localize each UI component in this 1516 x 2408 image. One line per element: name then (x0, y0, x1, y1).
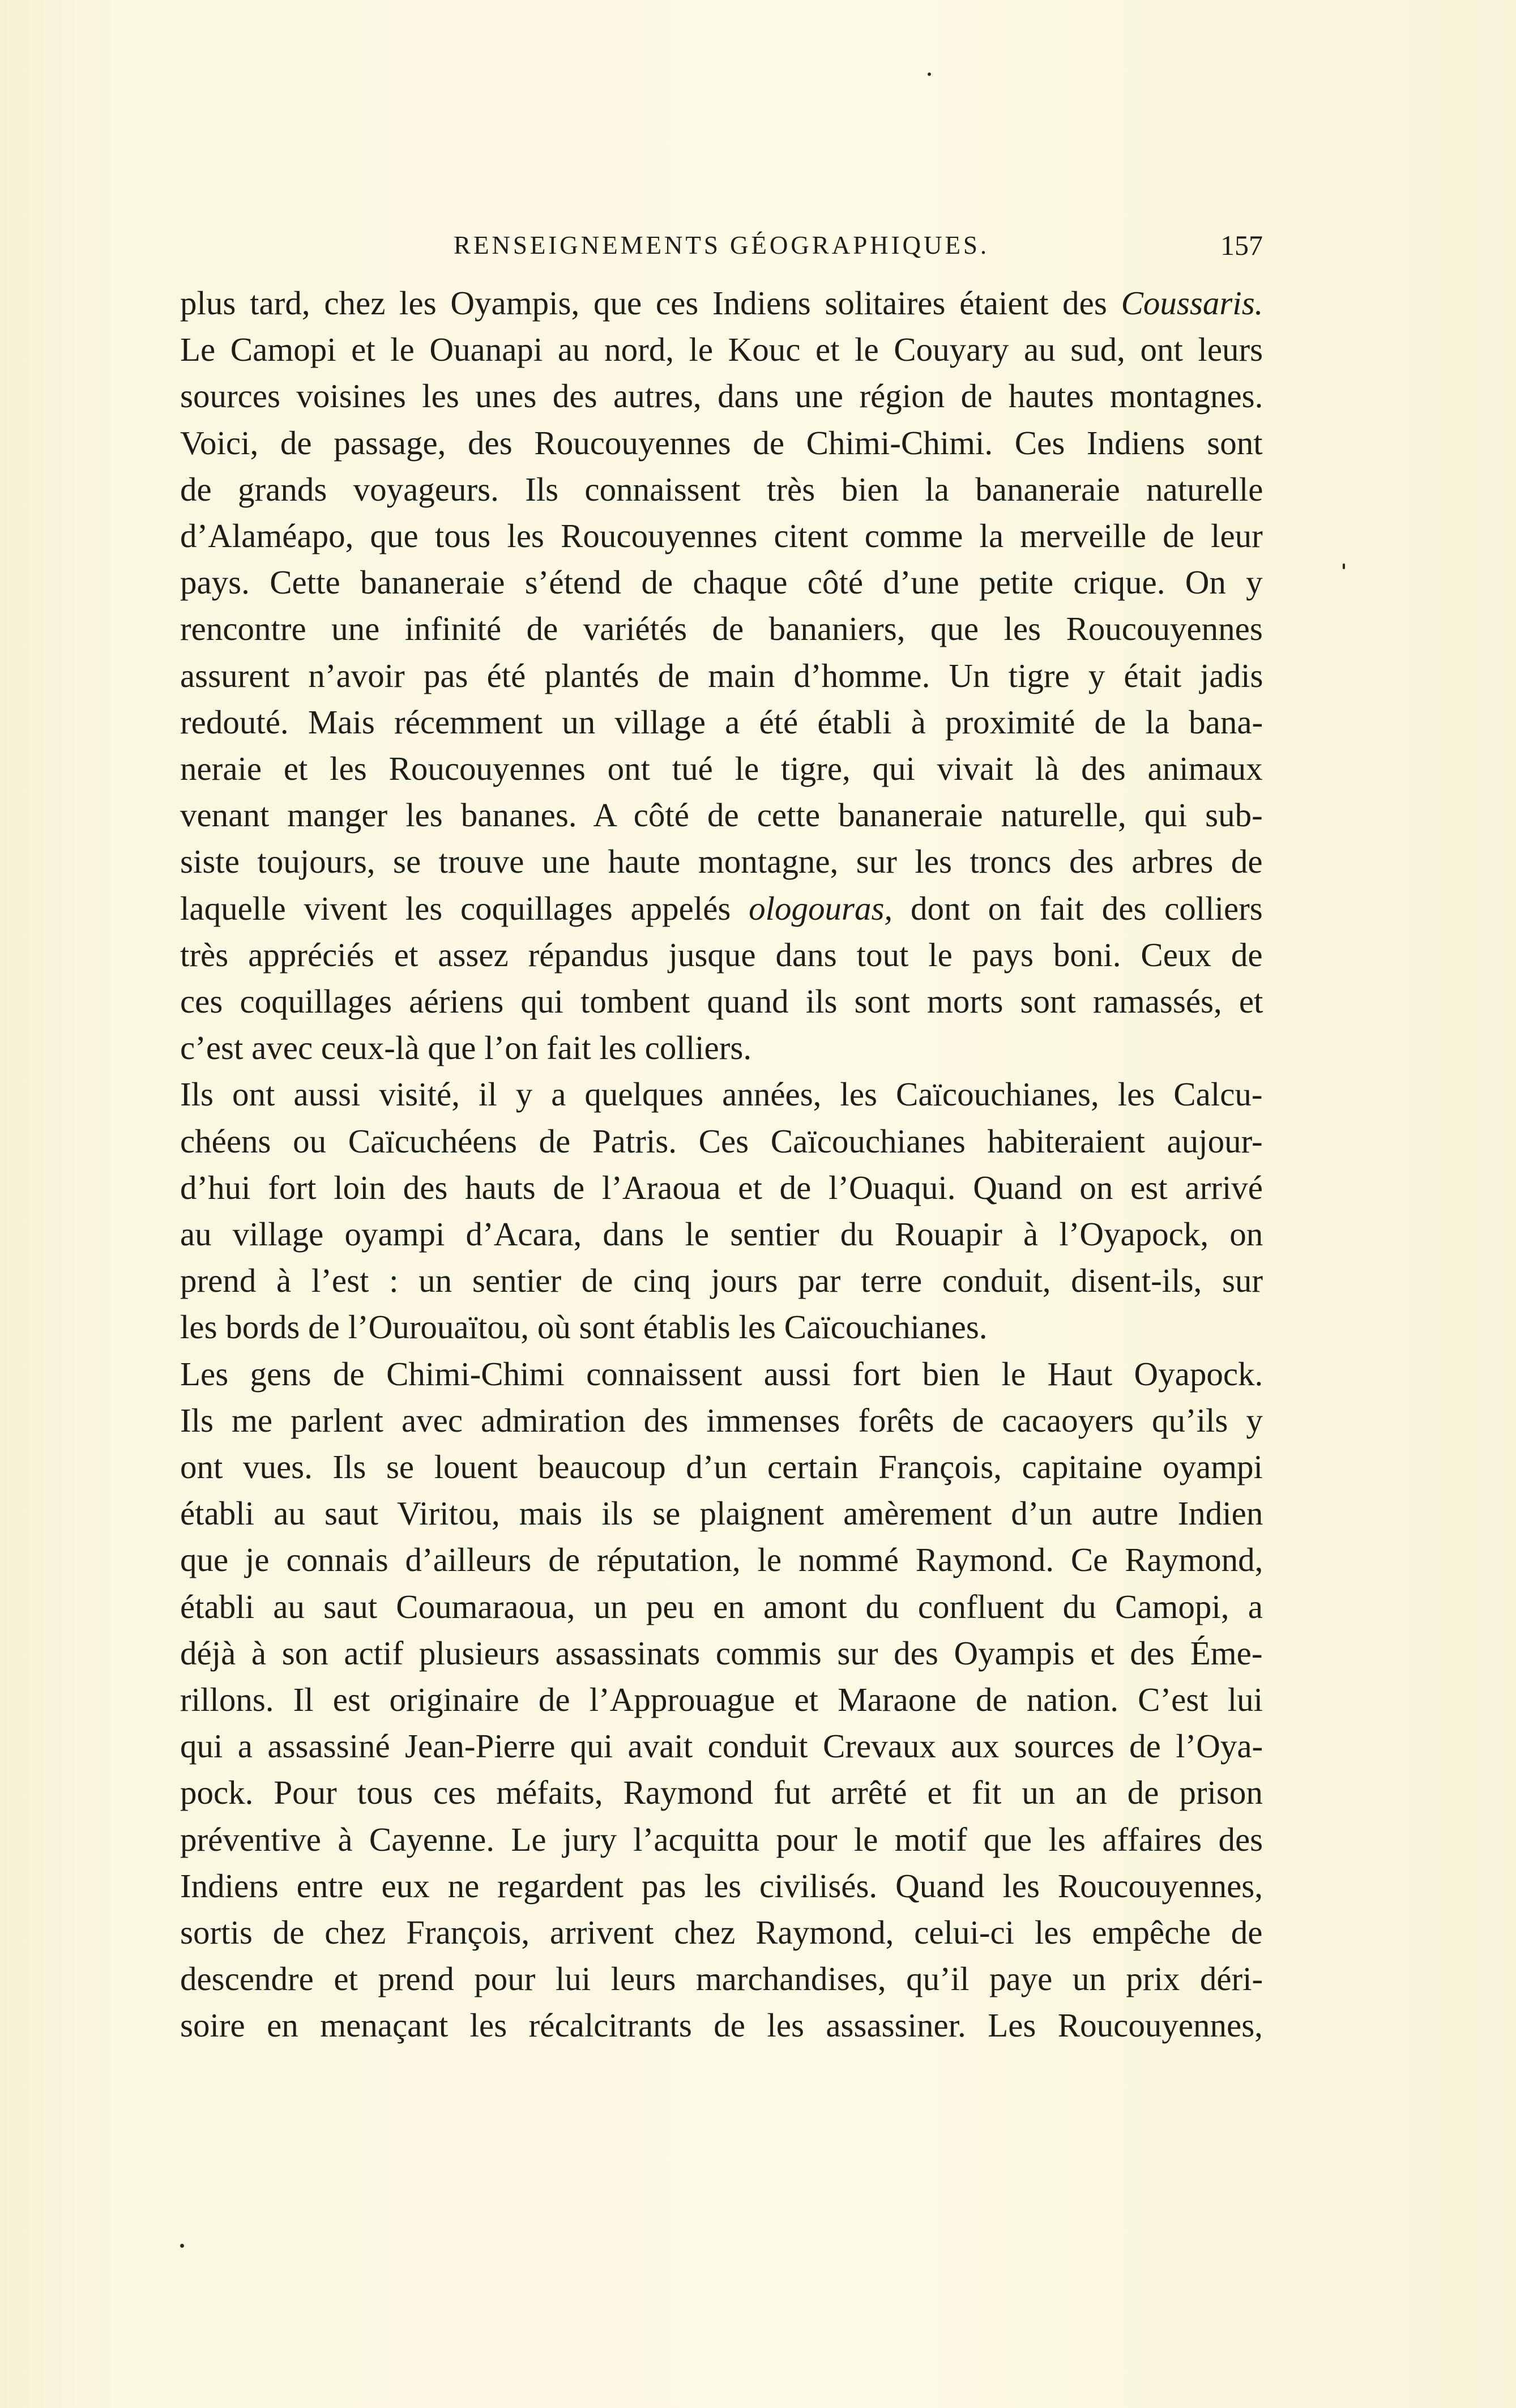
line-text: les bords de l’Ourouaïtou, où sont établis les Caïcouchianes. (180, 1308, 988, 1346)
line-text: d’Alaméapo, que tous les Roucouyennes citent comme la merveille de leur (180, 517, 1263, 555)
running-head (180, 225, 1263, 265)
ink-speck (928, 72, 931, 76)
line-text: chéens ou Caïcuchéens de Patris. Ces Caïcouchianes habiteraient aujour- (180, 1122, 1263, 1160)
line-text: très appréciés et assez répandus jusque dans tout le pays boni. Ceux de (180, 936, 1263, 974)
text-line (180, 1723, 1263, 1769)
line-text: dont on fait des colliers (892, 889, 1263, 927)
line-text: c’est avec ceux-là que l’on fait les colliers. (180, 1029, 752, 1067)
line-text: qui a assassiné Jean-Pierre qui avait conduit Crevaux aux sources de l’Oya- (180, 1727, 1263, 1765)
line-text: déjà à son actif plusieurs assassinats commis sur des Oyampis et des Éme- (180, 1634, 1263, 1672)
line-text: Ils ont aussi visité, il y a quelques années, les Caïcouchianes, les Calcu- (180, 1075, 1263, 1113)
line-text: redouté. Mais récemment un village a été établi à proximité de la bana- (180, 703, 1263, 741)
text-line (180, 1490, 1263, 1536)
line-text: Indiens entre eux ne regardent pas les civilisés. Quand les Roucouyennes, (180, 1867, 1263, 1905)
line-text: neraie et les Roucouyennes ont tué le tigre, qui vivait là des animaux (180, 750, 1263, 788)
text-line (180, 1397, 1263, 1444)
line-text: sources voisines les unes des autres, dans une région de hautes montagnes. (180, 377, 1263, 415)
text-line (180, 420, 1263, 466)
line-text: Voici, de passage, des Roucouyennes de Chimi-Chimi. Ces Indiens sont (180, 424, 1263, 462)
text-line (180, 745, 1263, 792)
text-line (180, 1863, 1263, 1909)
text-line (180, 1583, 1263, 1630)
line-text: pock. Pour tous ces méfaits, Raymond fut arrêté et fit un an de prison (180, 1774, 1263, 1812)
text-line (180, 466, 1263, 513)
line-text: sortis de chez François, arrivent chez Raymond, celui-ci les empêche de (180, 1914, 1263, 1952)
line-text: établi au saut Viritou, mais ils se plaignent amèrement d’un autre Indien (180, 1495, 1263, 1532)
text-line (180, 978, 1263, 1024)
text-line (180, 1257, 1263, 1304)
text-line (180, 885, 1263, 932)
line-text: prend à l’est : un sentier de cinq jours par terre conduit, disent-ils, sur (180, 1262, 1263, 1300)
ink-speck (1343, 563, 1345, 569)
text-line (180, 280, 1263, 326)
line-text: ont vues. Ils se louent beaucoup d’un certain François, capitaine oyampi (180, 1448, 1263, 1486)
text-line (180, 1909, 1263, 1956)
line-text: établi au saut Coumaraoua, un peu en amont du confluent du Camopi, a (180, 1587, 1263, 1625)
line-text: Les gens de Chimi-Chimi connaissent aussi fort bien le Haut Oyapock. (180, 1355, 1263, 1393)
line-text: Le Camopi et le Ouanapi au nord, le Kouc et le Couyary au sud, ont leurs (180, 331, 1263, 369)
line-text: plus tard, chez les Oyampis, que ces Indiens solitaires étaient des (180, 284, 1121, 322)
text-line (180, 2002, 1263, 2048)
italic-term: ologouras, (749, 889, 893, 927)
text-line (180, 373, 1263, 419)
text-line (180, 1676, 1263, 1723)
text-line (180, 513, 1263, 559)
line-text: pays. Cette bananeraie s’étend de chaque côté d’une petite crique. On y (180, 563, 1263, 601)
text-line (180, 559, 1263, 605)
line-text: rillons. Il est originaire de l’Approuague et Maraone de nation. C’est lui (180, 1681, 1263, 1719)
ink-speck (180, 2244, 184, 2248)
line-text: assurent n’avoir pas été plantés de main d’homme. Un tigre y était jadis (180, 656, 1263, 694)
line-text: descendre et prend pour lui leurs marchandises, qu’il paye un prix déri- (180, 1960, 1263, 1998)
line-text: de grands voyageurs. Ils connaissent très bien la bananeraie naturelle (180, 470, 1263, 508)
text-line (180, 932, 1263, 978)
text-line (180, 1024, 1263, 1071)
text-line (180, 1444, 1263, 1490)
page-number: 157 (1220, 229, 1263, 261)
text-line (180, 1536, 1263, 1583)
text-line (180, 605, 1263, 652)
line-text: laquelle vivent les coquillages appelés (180, 889, 749, 927)
line-text: venant manger les bananes. A côté de cette bananeraie naturelle, qui sub- (180, 796, 1263, 834)
running-title: RENSEIGNEMENTS GÉOGRAPHIQUES. (453, 230, 990, 259)
text-line (180, 1956, 1263, 2002)
text-line (180, 1351, 1263, 1397)
text-line (180, 326, 1263, 373)
text-line (180, 792, 1263, 838)
line-text: que je connais d’ailleurs de réputation, le nommé Raymond. Ce Raymond, (180, 1541, 1263, 1579)
italic-term: Coussaris. (1121, 284, 1263, 322)
text-line (180, 1816, 1263, 1863)
line-text: ces coquillages aériens qui tombent quand ils sont morts sont ramassés, et (180, 983, 1263, 1021)
line-text: préventive à Cayenne. Le jury l’acquitta pour le motif que les affaires des (180, 1820, 1263, 1858)
line-text: siste toujours, se trouve une haute montagne, sur les troncs des arbres de (180, 843, 1263, 881)
line-text: rencontre une infinité de variétés de bananiers, que les Roucouyennes (180, 610, 1263, 648)
text-line (180, 1071, 1263, 1117)
line-text: Ils me parlent avec admiration des immenses forêts de cacaoyers qu’ils y (180, 1401, 1263, 1439)
text-line (180, 1211, 1263, 1257)
line-text: d’hui fort loin des hauts de l’Araoua et de l’Ouaqui. Quand on est arrivé (180, 1168, 1263, 1206)
line-text: soire en menaçant les récalcitrants de les assassiner. Les Roucouyennes, (180, 2006, 1263, 2044)
line-text: au village oyampi d’Acara, dans le sentier du Rouapir à l’Oyapock, on (180, 1215, 1263, 1253)
text-line (180, 838, 1263, 885)
text-line (180, 652, 1263, 699)
text-line (180, 1304, 1263, 1350)
text-line (180, 1769, 1263, 1816)
text-line (180, 1164, 1263, 1211)
text-line (180, 1118, 1263, 1164)
text-line (180, 1630, 1263, 1676)
text-line (180, 699, 1263, 745)
body-text (180, 280, 1263, 2049)
